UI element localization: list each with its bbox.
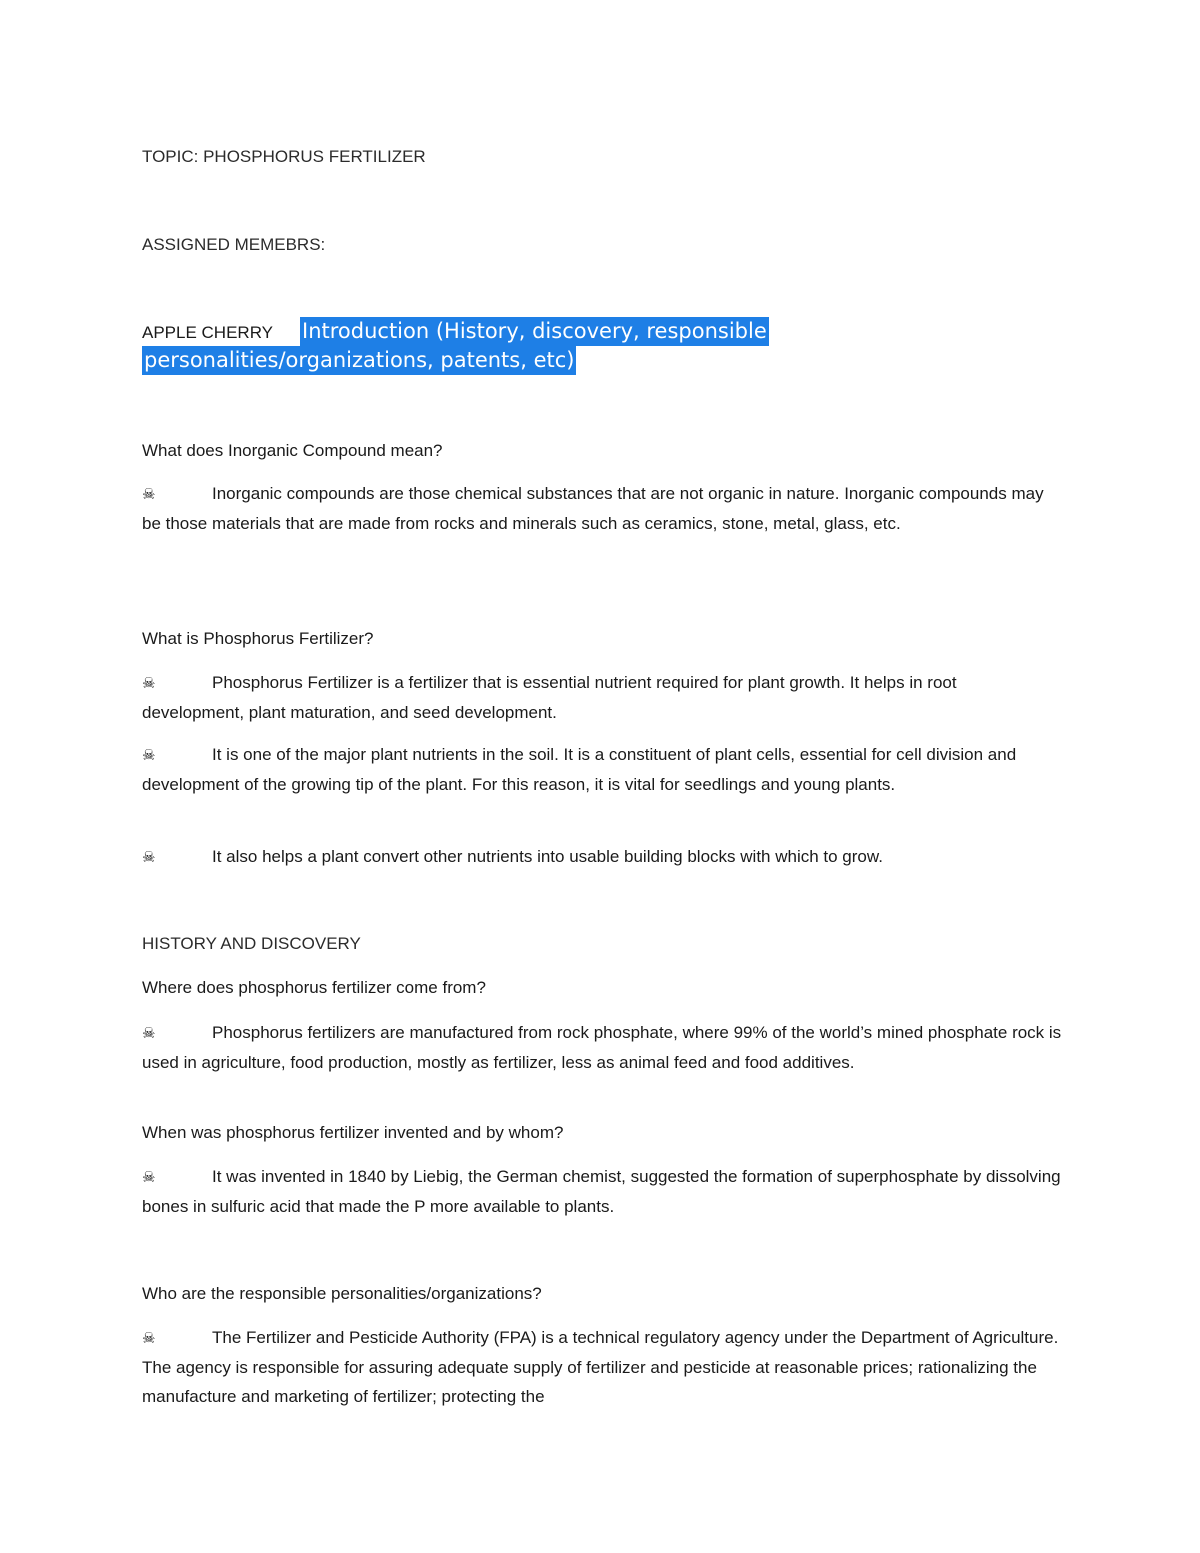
bullet-text: It was invented in 1840 by Liebig, the German chemist, suggested the formation of superphosphate by dissolving bones in sulfuric acid that made the P more available to plants. xyxy=(142,1167,1061,1216)
question-source: Where does phosphorus fertilizer come from? xyxy=(142,978,486,997)
bullet-paragraph xyxy=(142,668,1062,727)
bullet-paragraph xyxy=(142,740,1062,799)
bullet-text: Phosphorus fertilizers are manufactured from rock phosphate, where 99% of the world’s mined phosphate rock is used in agriculture, food production, mostly as fertilizer, less as animal feed and food additives. xyxy=(142,1023,1062,1072)
bullet-paragraph xyxy=(142,1323,1062,1411)
bullet-text: It also helps a plant convert other nutrients into usable building blocks with which to grow. xyxy=(212,847,883,866)
assignment-highlight-line-1[interactable]: Introduction (History, discovery, responsible xyxy=(300,317,769,346)
bullet-text: The Fertilizer and Pesticide Authority (FPA) is a technical regulatory agency under the Department of Agriculture. The agency is responsible for assuring adequate supply of fertilizer and pesticide at reasonable prices; rationalizing the manufacture and marketing of fertilizer; protecting the xyxy=(142,1328,1059,1406)
topic-line: TOPIC: PHOSPHORUS FERTILIZER xyxy=(142,147,426,166)
skull-bullet-icon: ☠ xyxy=(142,486,156,503)
skull-bullet-icon: ☠ xyxy=(142,675,156,692)
bullet-paragraph xyxy=(142,1018,1062,1077)
question-responsible: Who are the responsible personalities/organizations? xyxy=(142,1284,542,1303)
skull-bullet-icon: ☠ xyxy=(142,849,156,866)
assignment-highlight-line-2[interactable]: personalities/organizations, patents, etc) xyxy=(142,346,576,375)
question-invention: When was phosphorus fertilizer invented and by whom? xyxy=(142,1123,564,1142)
question-phosphorus: What is Phosphorus Fertilizer? xyxy=(142,629,374,648)
skull-bullet-icon: ☠ xyxy=(142,1330,156,1347)
bullet-text: Inorganic compounds are those chemical substances that are not organic in nature. Inorganic compounds may be those materials that are made from rocks and minerals such as ceramics, stone, metal, glass, etc. xyxy=(142,484,1044,533)
skull-bullet-icon: ☠ xyxy=(142,747,156,764)
bullet-text: It is one of the major plant nutrients in the soil. It is a constituent of plant cells, essential for cell division and development of the growing tip of the plant. For this reason, it is vital for seedlings and young plants. xyxy=(142,745,1017,794)
skull-bullet-icon: ☠ xyxy=(142,1169,156,1186)
question-inorganic: What does Inorganic Compound mean? xyxy=(142,441,443,460)
bullet-text: Phosphorus Fertilizer is a fertilizer that is essential nutrient required for plant growth. It helps in root development, plant maturation, and seed development. xyxy=(142,673,957,722)
assigned-members-label: ASSIGNED MEMEBRS: xyxy=(142,235,326,254)
history-heading: HISTORY AND DISCOVERY xyxy=(142,934,361,953)
skull-bullet-icon: ☠ xyxy=(142,1025,156,1042)
bullet-paragraph xyxy=(142,1162,1062,1221)
bullet-paragraph xyxy=(142,842,1062,872)
member-name: APPLE CHERRY xyxy=(142,323,274,342)
bullet-paragraph xyxy=(142,479,1062,538)
